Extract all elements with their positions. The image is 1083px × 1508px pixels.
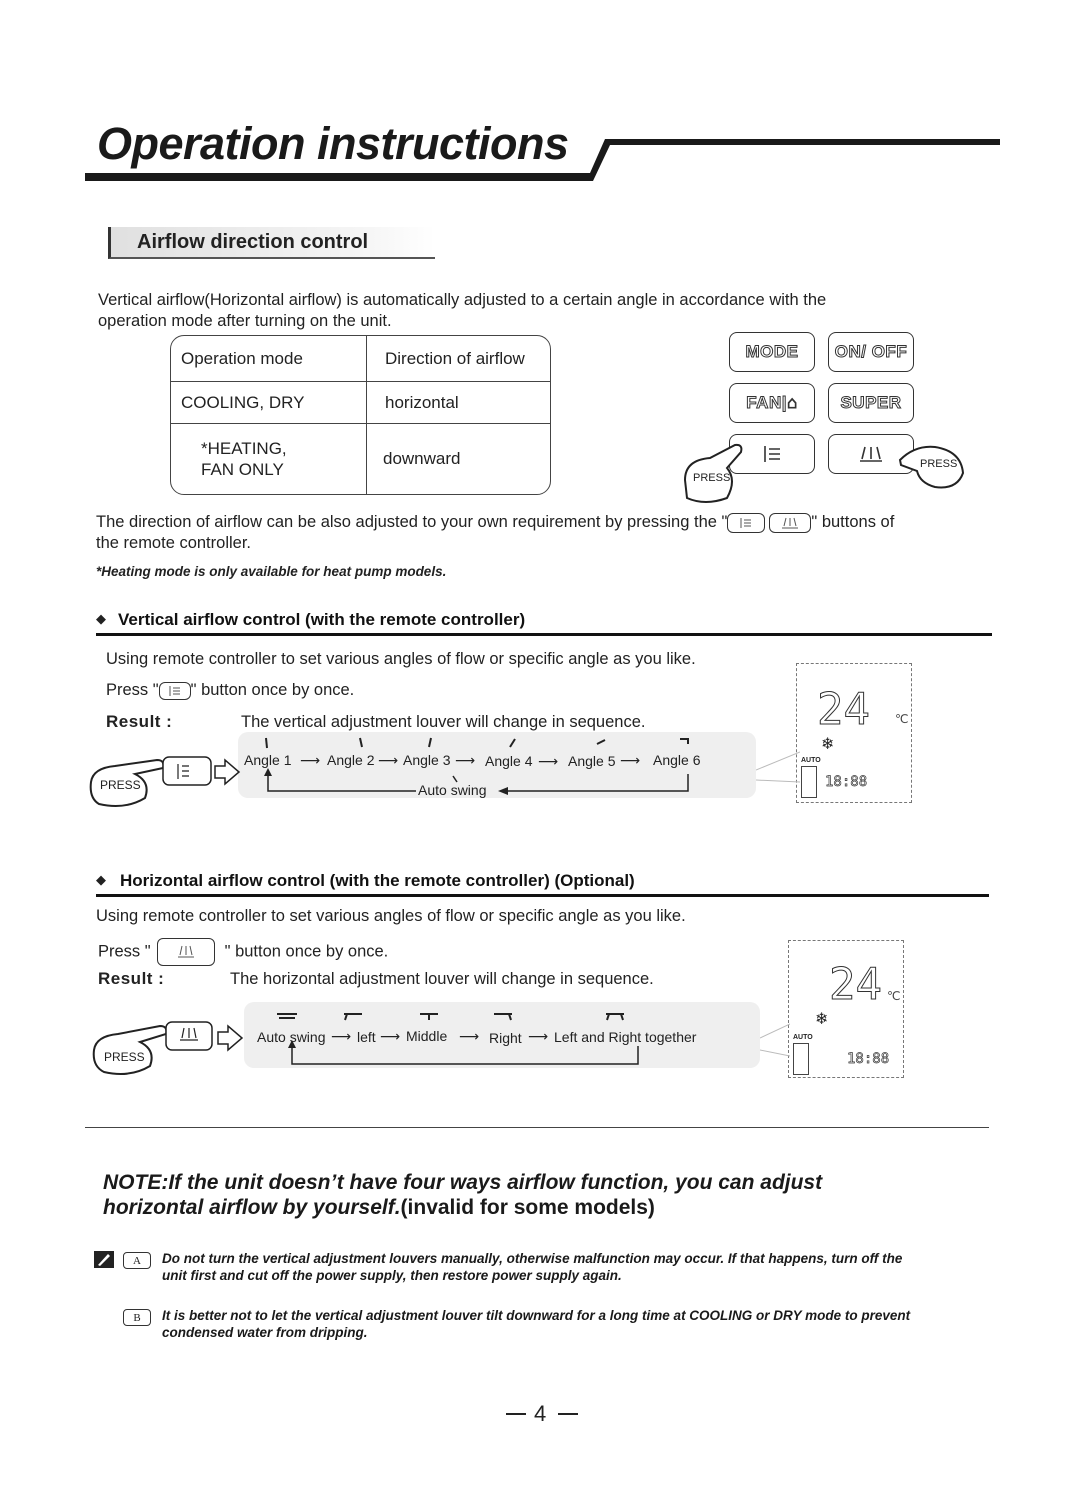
angle-label: Angle 5 bbox=[568, 753, 616, 769]
super-button[interactable]: SUPER bbox=[828, 383, 914, 423]
vertical-swing-inline-button bbox=[159, 682, 191, 700]
angle-label: Angle 4 bbox=[485, 753, 533, 769]
table-header-mode: Operation mode bbox=[171, 336, 367, 382]
note-tag: B bbox=[123, 1309, 151, 1326]
divider bbox=[96, 894, 989, 897]
angle-label: Angle 2 bbox=[327, 752, 375, 768]
horizontal-swing-icon bbox=[856, 443, 886, 465]
direction-label: Left and Right together bbox=[554, 1029, 697, 1045]
angle-label: Angle 3 bbox=[403, 752, 451, 768]
adjust-line-2: the remote controller. bbox=[96, 534, 251, 552]
adjust-text-part2: " buttons of bbox=[811, 513, 895, 531]
direction-label: Middle bbox=[406, 1028, 448, 1044]
note-line-2 bbox=[103, 1195, 655, 1221]
note-b-line-1: It is better not to let the vertical adjustment louver tilt downward for a long time at COOLING or DRY mode to prevent bbox=[162, 1308, 911, 1323]
vertical-swing-icon bbox=[728, 514, 764, 532]
vertical-line-1: Using remote controller to set various angles of flow or specific angle as you like. bbox=[106, 650, 696, 668]
result-label: Result : bbox=[106, 712, 173, 731]
intro-line-1: Vertical airflow(Horizontal airflow) is automatically adjusted to a certain angle in accordance with the bbox=[98, 291, 827, 309]
fan-button[interactable]: FAN|⌂ bbox=[729, 383, 815, 423]
page-dash-left bbox=[506, 1413, 526, 1415]
mode-button[interactable]: MODE bbox=[729, 332, 815, 372]
horizontal-swing-icon bbox=[770, 514, 810, 532]
result-text: The vertical adjustment louver will change in sequence. bbox=[241, 713, 646, 731]
table-cell-mode: COOLING, DRY bbox=[171, 382, 367, 424]
section-title: Airflow direction control bbox=[137, 231, 369, 253]
press-label: PRESS bbox=[104, 1050, 145, 1064]
bullet-icon: ◆ bbox=[96, 611, 106, 626]
vertical-press-line bbox=[106, 680, 354, 701]
direction-label: left bbox=[357, 1029, 376, 1045]
press-label: PRESS bbox=[693, 472, 731, 484]
note-tag: A bbox=[123, 1252, 151, 1269]
onoff-button[interactable]: ON/ OFF bbox=[828, 332, 914, 372]
lcd-temperature: 24 bbox=[829, 959, 882, 1010]
press-text-b: " button once by once. bbox=[224, 942, 389, 961]
mode-table bbox=[170, 335, 551, 495]
arrow-icon: ⟶ bbox=[538, 753, 559, 769]
result-text: The horizontal adjustment louver will change in sequence. bbox=[230, 970, 654, 988]
mode-line: FAN ONLY bbox=[201, 460, 284, 479]
lcd-pointer bbox=[756, 750, 800, 790]
fan-speed-icon bbox=[793, 1043, 809, 1075]
vertical-swing-icon bbox=[160, 683, 190, 699]
note-b-line-2: condensed water from dripping. bbox=[162, 1325, 368, 1340]
note-line-1: NOTE:If the unit doesn’t have four ways airflow function, you can adjust bbox=[103, 1171, 823, 1194]
vertical-swing-icon bbox=[760, 443, 784, 465]
angle-label: Angle 6 bbox=[653, 752, 701, 768]
direction-label: Right bbox=[489, 1030, 522, 1046]
adjust-line-1 bbox=[96, 512, 894, 533]
horizontal-line-1: Using remote controller to set various angles of flow or specific angle as you like. bbox=[96, 907, 686, 925]
lcd-display bbox=[788, 940, 904, 1078]
note-rest: (invalid for some models) bbox=[400, 1196, 655, 1219]
adjust-text-part1: The direction of airflow can be also adjusted to your own requirement by pressing the " bbox=[96, 513, 728, 531]
result-label: Result : bbox=[98, 969, 165, 988]
arrow-icon: ⟶ bbox=[380, 1028, 401, 1044]
intro-line-2: operation mode after turning on the unit. bbox=[98, 312, 392, 330]
note-a-line-1: Do not turn the vertical adjustment louvers manually, otherwise malfunction may occur. If that happens, turn off the bbox=[162, 1251, 903, 1266]
divider bbox=[96, 633, 992, 636]
lcd-auto: AUTO bbox=[793, 1034, 813, 1041]
vertical-heading: Vertical airflow control (with the remote controller) bbox=[118, 610, 526, 629]
angle-label: Angle 1 bbox=[244, 752, 292, 768]
table-cell-direction: downward bbox=[383, 449, 461, 468]
lcd-pointer bbox=[760, 1020, 790, 1060]
arrow-icon: ⟶ bbox=[331, 1028, 352, 1044]
pencil-icon bbox=[94, 1251, 114, 1268]
fan-speed-icon bbox=[801, 766, 817, 798]
note-bold: horizontal airflow by yourself. bbox=[103, 1196, 401, 1219]
snowflake-icon: ❄ bbox=[821, 736, 835, 753]
auto-swing-label: Auto swing bbox=[257, 1029, 326, 1045]
press-label: PRESS bbox=[920, 458, 958, 470]
table-cell-direction: horizontal bbox=[367, 382, 550, 424]
arrow-icon: ⟶ bbox=[459, 1028, 480, 1044]
arrow-icon: ⟶ bbox=[300, 752, 321, 768]
page-number: 4 bbox=[534, 1401, 547, 1426]
press-text-a: Press " bbox=[106, 681, 159, 699]
horizontal-swing-inline-button bbox=[157, 938, 215, 966]
table-header-direction: Direction of airflow bbox=[367, 336, 550, 382]
lcd-temperature: 24 bbox=[817, 684, 870, 735]
page-title: Operation instructions bbox=[97, 118, 569, 169]
arrow-icon: ⟶ bbox=[455, 752, 476, 768]
note-a-line-2: unit first and cut off the power supply, then restore power supply again. bbox=[162, 1268, 622, 1283]
divider bbox=[85, 1127, 989, 1128]
press-label: PRESS bbox=[100, 778, 141, 792]
bullet-icon: ◆ bbox=[96, 872, 106, 887]
lcd-clock: 18:88 bbox=[847, 1051, 890, 1067]
title-underline bbox=[85, 135, 1000, 185]
mode-line: *HEATING, bbox=[201, 439, 287, 458]
table-cell-mode bbox=[171, 424, 367, 494]
horizontal-swing-icon bbox=[158, 939, 214, 965]
lcd-auto: AUTO bbox=[801, 757, 821, 764]
lcd-unit: ℃ bbox=[895, 712, 909, 726]
horizontal-swing-inline-button bbox=[769, 513, 811, 533]
heating-note: *Heating mode is only available for heat pump models. bbox=[96, 564, 447, 579]
lcd-display bbox=[796, 663, 912, 803]
horizontal-heading: Horizontal airflow control (with the remote controller) (Optional) bbox=[120, 871, 635, 890]
horizontal-press-line bbox=[98, 938, 388, 966]
vertical-swing-inline-button bbox=[727, 513, 765, 533]
press-text-a: Press " bbox=[98, 942, 151, 961]
press-text-b: " button once by once. bbox=[190, 681, 355, 699]
snowflake-icon: ❄ bbox=[815, 1011, 829, 1028]
lcd-unit: ℃ bbox=[887, 989, 901, 1003]
page-dash-right bbox=[558, 1413, 578, 1415]
lcd-clock: 18:88 bbox=[825, 774, 868, 790]
arrow-icon: ⟶ bbox=[528, 1028, 549, 1044]
arrow-icon: ⟶ bbox=[620, 752, 641, 768]
auto-swing-label: Auto swing bbox=[418, 782, 487, 798]
arrow-icon: ⟶ bbox=[378, 752, 399, 768]
